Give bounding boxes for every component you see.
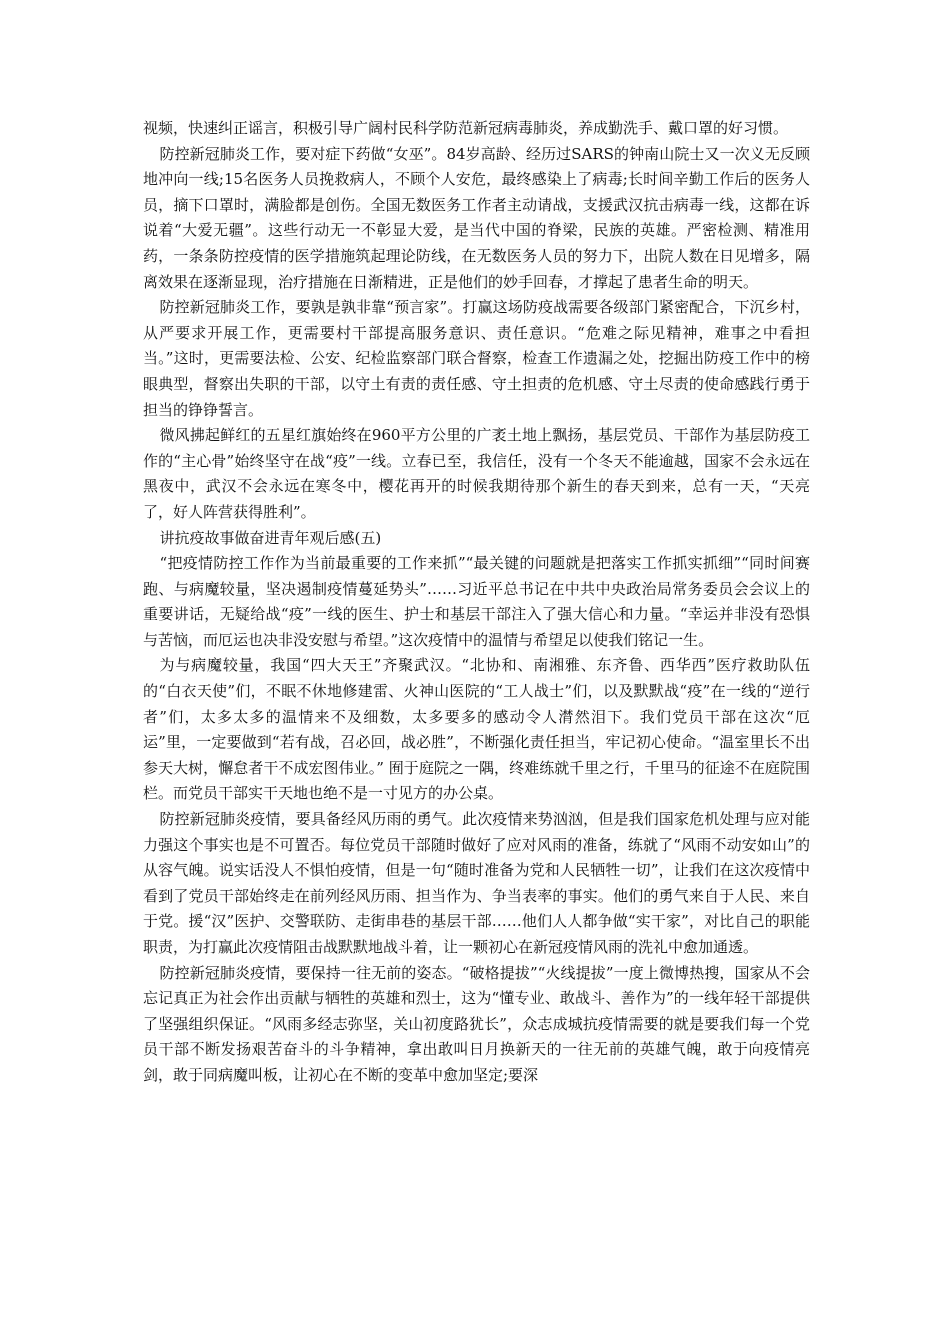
paragraph-courage: 防控新冠肺炎疫情，要具备经风历雨的勇气。此次疫情来势汹汹，但是我们国家危机处理与应对能力强这个事实也是不可置否。每位党员干部随时做好了应对风雨的准备，练就了“风雨不动安如山”的从容气魄。说实话没人不惧怕疫情，但是一句“随时准备为党和人民牺牲一切”，让我们在这次疫情中看到了党员干部始终走在前列经风历雨、担当作为、争当表率的事实。他们的勇气来自于人民、来自于党。援“汉”医护、交警联防、走街串巷的基层干部……他们人人都争做“实干家”，对比自己的职能职责，为打赢此次疫情阻击战默默地战斗着，让一颗初心在新冠疫情风雨的洗礼中愈加通透。: [143, 810, 810, 956]
document-body: [143, 116, 810, 1089]
paragraph-speech: “把疫情防控工作作为当前最重要的工作来抓”“最关键的问题就是把落实工作抓实抓细”“同时间赛跑、与病魔较量，坚决遏制疫情蔓延势头”……习近平总书记在中共中央政治局常务委员会会议上的重要讲话，无疑给战“疫”一线的医生、护士和基层干部注入了强大信心和力量。“幸运并非没有恐惧与苦恼，而厄运也决非没安慰与希望。”这次疫情中的温情与希望足以使我们铭记一生。: [143, 554, 810, 649]
paragraph-witch: 防控新冠肺炎工作，要对症下药做“女巫”。84岁高龄、经历过SARS的钟南山院士又一次义无反顾地冲向一线;15名医务人员挽救病人，不顾个人安危，最终感染上了病毒;长时间辛勤工作后的医务人员，摘下口罩时，满脸都是创伤。全国无数医务工作者主动请战，支援武汉抗击病毒一线，这都在诉说着“大爱无疆”。这些行动无一不彰显大爱，是当代中国的脊梁，民族的英雄。严密检测、精准用药，一条条防控疫情的医学措施筑起理论防线，在无数医务人员的努力下，出院人数在日见增多，隔离效果在逐渐显现，治疗措施在日渐精进，正是他们的妙手回春，才撑起了患者生命的明天。: [143, 144, 810, 291]
paragraph-four-kings: 为与病魔较量，我国“四大天王”齐聚武汉。“北协和、南湘雅、东齐鲁、西华西”医疗救助队伍的“白衣天使”们，不眠不休地修建雷、火神山医院的“工人战士”们，以及默默战“疫”在一线的“逆行者”们，太多太多的温情来不及细数，太多要多的感动令人潸然泪下。我们党员干部在这次“厄运”里，一定要做到“若有战，召必回，战必胜”，不断强化责任担当，牢记初心使命。“温室里长不出参天大树，懈怠者干不成宏图伟业。” 囿于庭院之一隅，终难练就千里之行，千里马的征途不在庭院围栏。而党员干部实干天地也绝不是一寸见方的办公桌。: [143, 656, 810, 803]
paragraph-prophet: 防控新冠肺炎工作，要孰是孰非靠“预言家”。打赢这场防疫战需要各级部门紧密配合，下沉乡村，从严要求开展工作，更需要村干部提高服务意识、责任意识。“危难之际见精神，难事之中看担当。”这时，更需要法检、公安、纪检监察部门联合督察，检查工作遗漏之处，挖掘出防疫工作中的榜眼典型，督察出失职的干部，以守土有责的责任感、守土担责的危机感、守土尽责的使命感践行勇于担当的铮铮誓言。: [143, 298, 810, 419]
paragraph-red-flag: 微风拂起鲜红的五星红旗始终在960平方公里的广袤土地上飘扬，基层党员、干部作为基层防疫工作的“主心骨”始终坚守在战“疫”一线。立春已至，我信任，没有一个冬天不能逾越，国家不会永远在黑夜中，武汉不会永远在寒冬中，樱花再开的时候我期待那个新生的春天到来，总有一天，“天亮了，好人阵营获得胜利”。: [143, 426, 810, 521]
paragraph-forward: 防控新冠肺炎疫情，要保持一往无前的姿态。“破格提拔”“火线提拔”一度上微博热搜，国家从不会忘记真正为社会作出贡献与牺牲的英雄和烈士，这为“懂专业、敢战斗、善作为”的一线年轻干部提供了坚强组织保证。“风雨多经志弥坚，关山初度路犹长”，众志成城抗疫情需要的就是要我们每一个党员干部不断发扬艰苦奋斗的斗争精神，拿出敢叫日月换新天的一往无前的英雄气魄，敢于向疫情亮剑，敢于同病魔叫板，让初心在不断的变革中愈加坚定;要深: [143, 963, 810, 1084]
section-heading: 讲抗疫故事做奋进青年观后感(五): [159, 528, 382, 547]
paragraph-video-rumor: 视频，快速纠正谣言，积极引导广阔村民科学防范新冠病毒肺炎，养成勤洗手、戴口罩的好习惯。: [143, 119, 789, 137]
